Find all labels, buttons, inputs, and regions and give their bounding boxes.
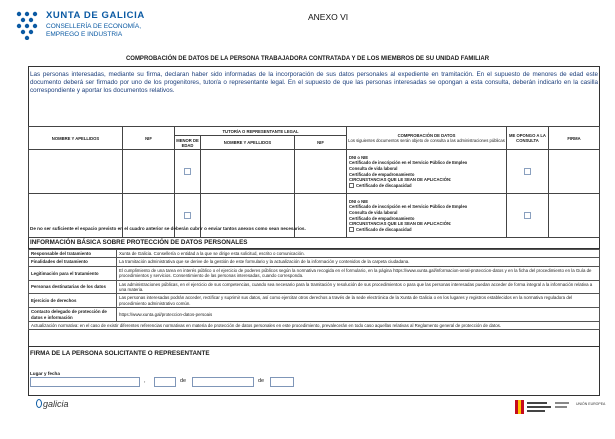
minor-cell [175, 150, 201, 194]
info-row [29, 322, 600, 330]
info-row [29, 280, 600, 294]
galicia-logo [36, 399, 69, 409]
check-title: COMPROBACIÓN DE DATOS [397, 133, 456, 138]
col-header-minor: MENOR DE EDAD [176, 137, 199, 148]
tutor-nif-cell[interactable] [295, 150, 347, 194]
year-input[interactable] [270, 377, 294, 387]
document-title: COMPROBACIÓN DE DATOS DE LA PERSONA TRABAJADORA CONTRATADA Y DE LOS MIEMBROS DE SU UNIDAD FAMILIAR [125, 56, 490, 62]
info-value: https://www.xunta.gal/proteccion-datos-persoais [117, 308, 600, 322]
person-row [29, 150, 600, 194]
disability-checkbox[interactable] [349, 183, 354, 188]
month-input[interactable] [192, 377, 254, 387]
comma-separator: , [144, 378, 146, 384]
info-key: Responsable del tratamiento [29, 250, 117, 258]
annex-label: ANEXO VI [308, 12, 349, 22]
oppose-checkbox[interactable] [524, 212, 531, 219]
sign-cell[interactable] [549, 194, 600, 238]
dept-name [46, 23, 141, 39]
intro-text: Las personas interesadas, mediante su firma, declaran haber sido informadas de la incorporación de sus datos personales al expediente en tramitación. En el supuesto de menores de edad este documento deberá ser firmado por uno de los progenitores, tutor/a o representante legal. En el supuesto de que las personas interesadas se opongan a esta consulta, deberán indicarlo en la casilla correspondiente y aportar los documentos relativos. [30, 71, 598, 94]
minor-checkbox[interactable] [184, 168, 191, 175]
info-title: INFORMACIÓN BÁSICA SOBRE PROTECCIÓN DE DATOS PERSONALES [30, 239, 248, 246]
nif-cell[interactable] [123, 150, 175, 194]
info-key: Contacto delegado de protección de datos e información [29, 308, 117, 322]
check-census: Certificado de empadronamiento [349, 171, 415, 177]
check-dni: DNI o NIE [349, 154, 369, 160]
day-input[interactable] [154, 377, 176, 387]
col-header-tutor-nif: NIF [295, 136, 347, 150]
oppose-cell [507, 150, 549, 194]
tutor-name-cell[interactable] [201, 150, 295, 194]
col-header-check [347, 127, 507, 150]
space-note: De no ser suficiente el espacio previsto en el cuadro anterior se deberán cubrir o enviar tantos anexos como sean necesarios. [30, 226, 306, 231]
galicia-wordmark: galicia [43, 399, 69, 409]
info-value: La tramitación administrativa que se derive de la gestión de este formulario y la actualización de la información y contenidos de la carpeta ciudadana. [117, 258, 600, 266]
oppose-cell [507, 194, 549, 238]
info-value: El cumplimiento de una tarea en interés público o el ejercicio de poderes públicos según la normativa recogida en el formulario, en la página https://www.xunta.gal/informacion-xeral-proteccion-datos y en la ficha del procedimiento en la Guía de procedimientos y servicios. Consentimiento de las personas interesadas, cuando corresponda. [117, 266, 600, 280]
check-employment: Certificado de inscripción en el Servicio Público de Empleo [349, 160, 468, 166]
info-row [29, 258, 600, 266]
info-key: Finalidades del tratamiento [29, 258, 117, 266]
col-header-name: NOMBRE Y APELLIDOS [29, 127, 123, 150]
info-additional: Actualización normativa: en el caso de existir diferentes referencias normativas en materia de protección de datos personales en este procedimiento, prevalecerán en todo caso aquellas relativas al Reglamento general de protección de datos. [29, 322, 600, 330]
col-header-tutor-group: TUTOR/A O REPRESENTANTE LEGAL [175, 127, 347, 136]
col-header-sign: FIRMA [549, 127, 600, 150]
data-protection-table [28, 249, 600, 330]
galicia-swirl-icon [36, 399, 42, 408]
info-row [29, 294, 600, 308]
dept-line-2: EMPREGO E INDUSTRIA [46, 31, 123, 38]
check-disability-row [349, 183, 505, 189]
dept-line-1: CONSELLERÍA DE ECONOMÍA, [46, 23, 141, 30]
check-circumstances: CIRCUNSTANCIAS QUE LE SEAN DE APLICACIÓN: [349, 221, 452, 227]
sign-cell[interactable] [549, 150, 600, 194]
de-separator-2: de [258, 378, 265, 384]
place-date-label: Lugar y fecha [30, 371, 60, 376]
col-header-oppose: ME OPONGO A LA CONSULTA [507, 127, 549, 150]
info-row [29, 250, 600, 258]
check-subtitle: Los siguientes documentos serán objeto de consulta a las administraciones públicas [348, 138, 505, 143]
check-census: Certificado de empadronamiento [349, 215, 415, 221]
xunta-crest-icon [14, 10, 40, 40]
eu-label: UNIÓN EUROPEA [576, 402, 606, 406]
document-header [14, 8, 604, 53]
checklist-cell [347, 194, 507, 238]
info-key: Personas destinatarias de los datos [29, 280, 117, 294]
check-disability: Certificado de discapacidad [356, 182, 412, 188]
persons-table [28, 126, 600, 238]
check-work-life: Consulta de vida laboral [349, 165, 398, 171]
spain-government-logo-icon [515, 398, 571, 416]
check-disability-row [349, 227, 505, 233]
check-disability: Certificado de discapacidad [356, 226, 412, 232]
de-separator-1: de [180, 378, 187, 384]
check-dni: DNI o NIE [349, 198, 369, 204]
check-circumstances: CIRCUNSTANCIAS QUE LE SEAN DE APLICACIÓN: [349, 177, 452, 183]
org-name: XUNTA DE GALICIA [46, 10, 145, 21]
check-work-life: Consulta de vida laboral [349, 209, 398, 215]
info-value: Las administraciones públicas, en el ejercicio de sus competencias, cuando sea necesario para la tramitación y resolución de sus procedimientos o para que las personas interesadas puedan acceder de forma integral a la información relativa a una materia. [117, 280, 600, 294]
col-header-nif: NIF [123, 127, 175, 150]
checklist-cell [347, 150, 507, 194]
info-row [29, 266, 600, 280]
col-header-tutor-name: NOMBRE Y APELLIDOS [201, 136, 295, 150]
minor-checkbox[interactable] [184, 212, 191, 219]
info-row [29, 308, 600, 322]
info-value: Xunta de Galicia. Consellería o entidad a la que se dirige esta solicitud, escrito o comunicación. [117, 250, 600, 258]
info-value: Las personas interesadas podrán acceder, rectificar y suprimir sus datos, así como ejercitar otros derechos a través de la sede electrónica de la Xunta de Galicia o en los lugares y registros establecidos en la normativa reguladora del procedimiento administrativo común. [117, 294, 600, 308]
oppose-checkbox[interactable] [524, 168, 531, 175]
signature-title: FIRMA DE LA PERSONA SOLICITANTE O REPRESENTANTE [30, 350, 210, 357]
place-input[interactable] [30, 377, 140, 387]
info-key: Legitimación para el tratamiento [29, 266, 117, 280]
check-employment: Certificado de inscripción en el Servicio Público de Empleo [349, 204, 468, 210]
disability-checkbox[interactable] [349, 227, 354, 232]
info-key: Ejercicio de derechos [29, 294, 117, 308]
name-cell[interactable] [29, 150, 123, 194]
